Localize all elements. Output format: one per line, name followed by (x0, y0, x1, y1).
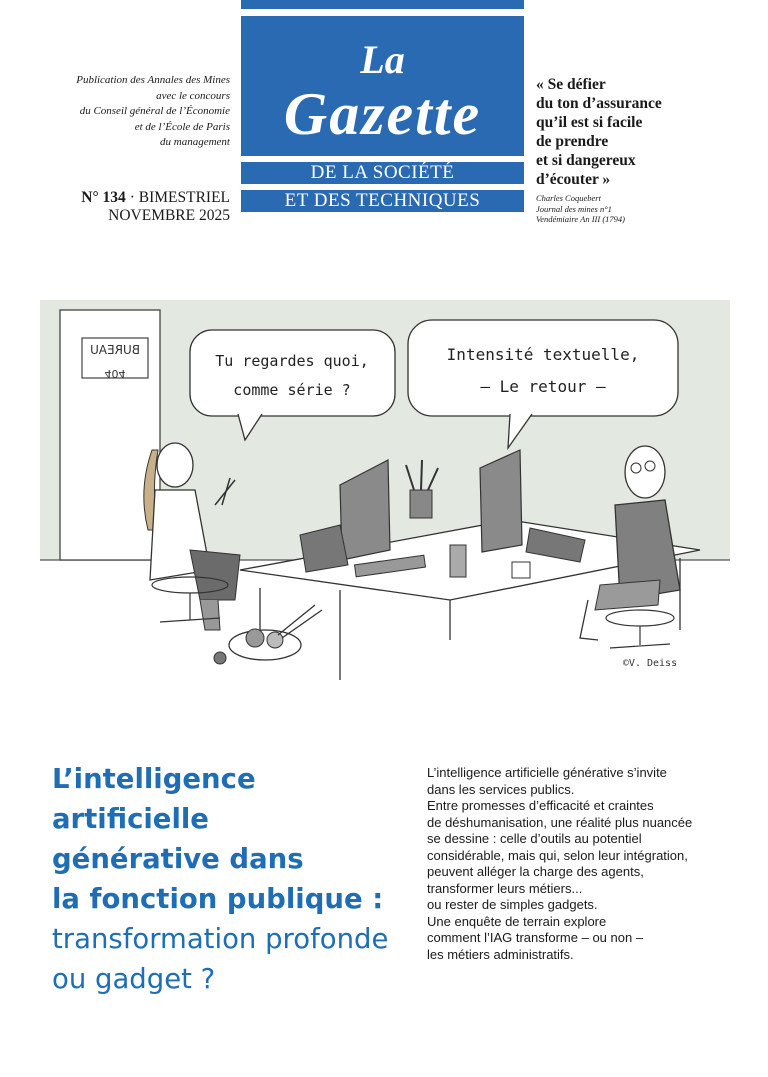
publication-line: Publication des Annales des Mines (76, 74, 230, 86)
bubble-right-line1: Intensité textuelle, (446, 345, 640, 364)
masthead-subtitle-line2: ET DES TECHNIQUES (284, 190, 481, 211)
quote-line: et si dangereux (536, 152, 636, 169)
quote-line: du ton d’assurance (536, 95, 662, 112)
headline-bold-line: L’intelligence artificielle (52, 763, 256, 835)
summary-line: Une enquête de terrain explore (427, 913, 607, 929)
coffee-mug (512, 562, 530, 578)
quote-attribution (536, 193, 736, 225)
summary-line: considérable, mais qui, selon leur intégration, (427, 847, 688, 863)
door-sign-line1: BUREAU (90, 343, 140, 357)
summary-line: de déshumanisation, une réalité plus nuancée (427, 814, 693, 830)
quote-line: qu’il est si facile (536, 114, 643, 131)
summary-line: ou rester de simples gadgets. (427, 897, 598, 912)
headline-bold-line: la fonction publique : (52, 883, 384, 915)
quote-line: de prendre (536, 133, 609, 150)
office-door (60, 310, 160, 560)
attribution-line: Vendémiaire An III (1794) (536, 214, 625, 224)
summary-line: transformer leurs métiers... (427, 880, 583, 896)
yarn-basket (214, 605, 322, 664)
masthead-top-stripe (241, 0, 524, 9)
masthead-subtitle-band-1 (241, 162, 524, 184)
quote-line: « Se défier (536, 76, 606, 93)
summary-line: dans les services publics. (427, 781, 575, 797)
masthead-subtitle-band-2 (241, 190, 524, 212)
summary-line: L’intelligence artificielle générative s’invite (427, 765, 667, 780)
masthead-title-la: La (360, 37, 405, 82)
issue-number: N° 134 (81, 189, 126, 206)
headline-bold-line: générative dans (52, 843, 304, 875)
issue-date: NOVEMBRE 2025 (108, 207, 230, 224)
publication-line: avec le concours (156, 89, 230, 102)
issue-info (40, 189, 230, 225)
summary-line: se dessine : celle d’outils au potentiel (427, 831, 642, 846)
attribution-line: Journal des mines n°1 (536, 203, 612, 214)
publication-line: du Conseil général de l’Économie (79, 105, 230, 117)
quote-line: d’écouter » (536, 171, 611, 188)
desk-phone (450, 545, 466, 577)
masthead-title-gazette: Gazette (283, 81, 482, 147)
attribution-line: Charles Coquebert (536, 193, 601, 203)
publication-line: et de l’École de Paris (134, 120, 230, 133)
cartoon-signature: ©V. Deiss (622, 658, 678, 669)
office-cartoon-illustration (40, 300, 730, 710)
article-headline (52, 759, 407, 999)
issue-frequency: · BIMESTRIEL (125, 189, 230, 206)
headline-light-line: ou gadget ? (52, 963, 216, 995)
bubble-left-line2: comme série ? (233, 381, 351, 399)
masthead-logo (241, 16, 524, 156)
publication-line: du management (160, 136, 230, 148)
masthead-subtitle-line1: DE LA SOCIÉTÉ (310, 162, 455, 183)
summary-line: les métiers administratifs. (427, 946, 574, 962)
summary-line: Entre promesses d’efficacité et craintes (427, 798, 654, 813)
bubble-right-line2: — Le retour — (480, 377, 606, 396)
door-sign-line2: 404 (104, 367, 126, 380)
article-summary (427, 765, 737, 963)
summary-line: comment l’IAG transforme – ou non – (427, 930, 644, 945)
summary-line: peuvent alléger la charge des agents, (427, 864, 644, 879)
headline-light-line: transformation profonde (52, 923, 389, 955)
bubble-left-line1: Tu regardes quoi, (215, 352, 369, 370)
publication-credits (40, 73, 230, 151)
epigraph-quote (536, 75, 736, 189)
